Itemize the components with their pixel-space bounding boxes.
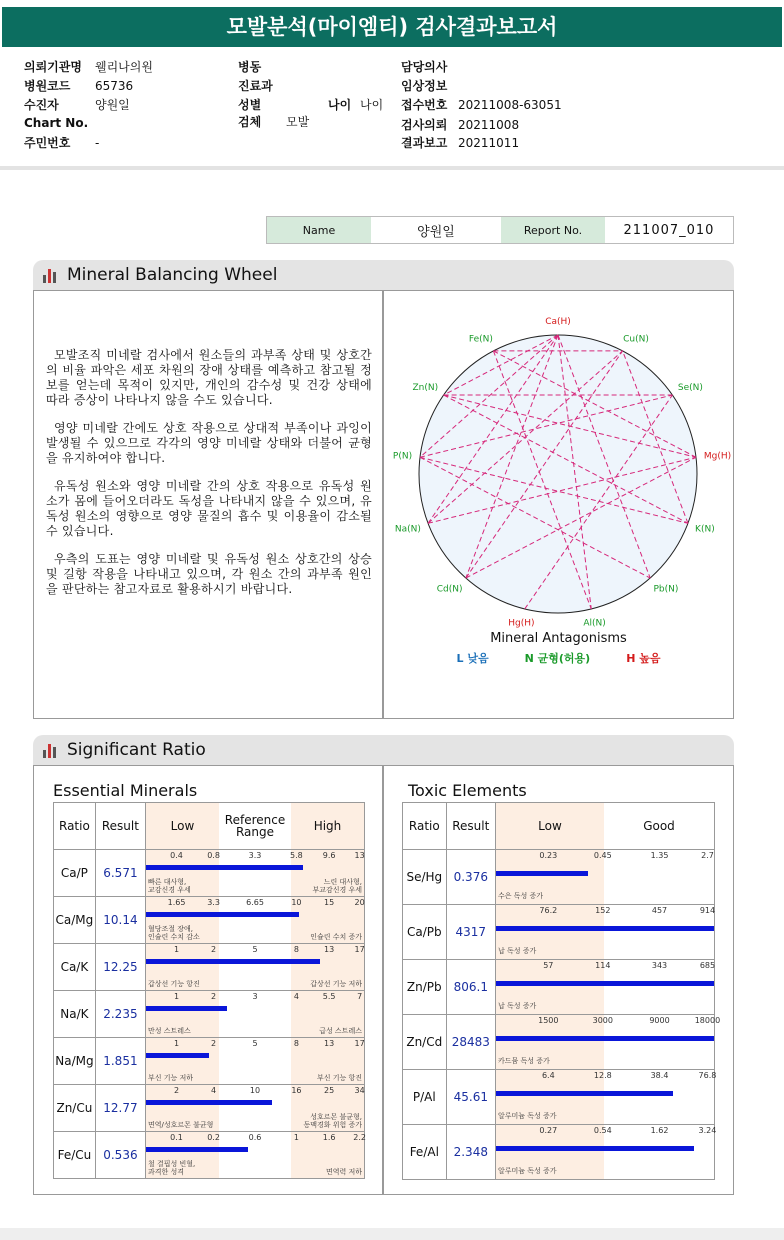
tick-label: 3.3 [248,851,262,860]
info-label: 진료과 [238,79,273,93]
bar-cell [146,1085,365,1132]
tick-label: 1 [173,1039,180,1048]
bar-cell [146,991,365,1038]
description-paragraph: 우측의 도표는 영양 미네랄 및 유독성 원소 상호간의 상승 및 길항 작용을 나타내고 있으며, 각 원소 간의 과부족 원인을 판단하는 참고자료로 활용하시기 바랍니다. [46,552,372,596]
info-label: 병동 [238,60,262,74]
note-right: 성호르몬 불균형, 동맥경화 위험 증가 [303,1113,362,1129]
info-label: 나이 [328,98,352,112]
wheel-node-label: Fe(N) [468,334,493,345]
tick-label: 4 [293,992,299,1001]
wheel-node-label: Al(N) [583,618,606,629]
ratio-bar [146,1006,227,1011]
ratio-cell: Zn/Cu [54,1085,96,1132]
bar-cell [146,1038,365,1085]
table-row [403,905,715,960]
note-right: 급성 스트레스 [319,1027,362,1035]
ratio-cell: Ca/Pb [403,905,447,960]
ratio-cell: Fe/Al [403,1125,447,1180]
wheel-node-label: Mg(H) [703,451,732,462]
wheel-caption: Mineral Antagonisms [490,631,627,646]
note-left: 납 독성 증가 [498,947,537,955]
note-left: 카드뮴 독성 증가 [498,1057,550,1065]
ratio-section-title: Significant Ratio [67,740,206,760]
divider [0,166,784,170]
result-header: Result [446,803,495,850]
legend-item: L 낮음 [456,652,489,665]
ratio-bar [496,981,714,986]
bar-cell [146,850,365,897]
footer-bar [0,1228,784,1240]
bar-chart-icon [43,742,59,758]
note-left: 면역/성호르몬 불균형 [148,1121,214,1129]
report-header [0,0,784,54]
info-label: 성별 [238,98,262,112]
low-header: Low [496,803,604,849]
legend-item: N 균형(허용) [524,652,591,665]
tick-label: 34 [354,1086,365,1095]
tick-label: 10 [291,898,302,907]
ratio-section-header [33,735,734,765]
name-box [266,216,734,244]
tick-label: 20 [354,898,365,907]
tick-label: 13 [324,1039,335,1048]
wheel-node-label: Pb(N) [653,584,679,595]
tick-label: 1.62 [650,1126,669,1135]
table-row [403,1070,715,1125]
info-item [24,77,133,94]
tick-label: 16 [291,1086,302,1095]
table-row [403,960,715,1015]
info-label: 결과보고 [401,136,448,150]
bar-cell [146,1132,365,1179]
mineral-wheel [383,290,734,670]
bar-cell [496,1070,715,1125]
tick-label: 0.27 [539,1126,558,1135]
info-item [238,96,286,113]
tick-label: 4 [211,1086,217,1095]
tick-label: 3000 [592,1016,613,1025]
wheel-node-label: K(N) [695,524,715,535]
tick-label: 6.4 [541,1071,555,1080]
ratio-header: Ratio [403,803,447,850]
tick-label: 76.8 [698,1071,717,1080]
note-right: 인슐린 수치 증가 [310,933,362,941]
tick-label: 3 [252,992,258,1001]
toxic-title: Toxic Elements [408,781,527,800]
result-cell: 4317 [446,905,495,960]
result-cell: 45.61 [446,1070,495,1125]
info-item [24,96,130,113]
tick-label: 2.7 [701,851,714,860]
tick-label: 57 [543,961,554,970]
tick-label: 17 [354,945,365,954]
tick-label: 0.2 [207,1133,220,1142]
table-header-row [403,803,715,850]
info-item [238,113,309,130]
table-row [54,897,365,944]
info-item [401,134,519,151]
info-label: 주민번호 [24,136,71,150]
ratio-cell: Se/Hg [403,850,447,905]
bar-cell [496,960,715,1015]
ratio-bar [146,1147,248,1152]
wheel-section-title: Mineral Balancing Wheel [67,265,278,285]
info-item [401,58,458,75]
info-label: Chart No. [24,116,89,130]
legend-item: H 높음 [626,652,661,665]
note-left: 갑상선 기능 항진 [148,980,200,988]
report-title: 모발분석(마이엠티) 검사결과보고서 [2,7,782,47]
wheel-node-label: Se(N) [677,383,703,394]
tick-label: 3.3 [207,898,220,907]
tick-label: 6.65 [246,898,264,907]
tick-label: 13 [324,945,335,954]
result-cell: 28483 [446,1015,495,1070]
ratio-bar [146,1053,209,1058]
good-header: Good [643,819,675,833]
ratio-header: Ratio [54,803,96,850]
table-row [403,1125,715,1180]
note-left: 알루미늄 독성 증가 [498,1112,557,1120]
bar-cell [496,850,715,905]
ratio-bar [146,912,299,917]
description-paragraph: 모발조직 미네랄 검사에서 원소들의 과부족 상태 및 상호간의 비율 파악은 세포 차원의 장애 상태를 예측하고 참고될 정보를 얻는데 목적이 있지만, 개인의 감수성 및 건강 상태에 따라 증상이 나타나지 않을 수도 있습니다. [46,348,372,407]
tick-label: 13 [354,851,365,860]
info-item [24,58,153,75]
tick-label: 0.54 [593,1126,612,1135]
tick-label: 2 [211,992,217,1001]
info-value: - [95,136,100,150]
note-left: 납 독성 증가 [498,1002,537,1010]
result-cell: 2.348 [446,1125,495,1180]
wheel-circle [419,335,697,613]
name-label: Name [267,217,371,243]
ratio-cell: Fe/Cu [54,1132,96,1179]
bar-cell [146,944,365,991]
tick-label: 1.6 [322,1133,336,1142]
reference-header: Reference Range [224,813,286,839]
info-value: 양원일 [95,98,130,112]
tick-label: 2 [211,945,217,954]
result-cell: 2.235 [95,991,145,1038]
essential-title: Essential Minerals [53,781,198,800]
note-right: 부신 기능 항진 [316,1074,362,1082]
note-left: 부신 기능 저하 [148,1074,194,1082]
info-label: 수진자 [24,98,59,112]
wheel-description [46,348,372,610]
wheel-node-label: Ca(H) [545,317,571,327]
tick-label: 5 [252,945,258,954]
info-item [24,134,99,151]
info-label: 임상정보 [401,79,448,93]
tick-label: 0.4 [170,851,183,860]
info-value: 65736 [95,79,134,93]
bar-cell [496,1125,715,1180]
tick-label: 12.8 [593,1071,612,1080]
ratio-bar [146,959,320,964]
tick-label: 343 [651,961,668,970]
tick-label: 685 [699,961,716,970]
tick-label: 114 [595,961,611,970]
ratio-cell: Na/Mg [54,1038,96,1085]
note-right: 면역력 저하 [325,1168,362,1176]
result-cell: 12.77 [95,1085,145,1132]
table-row [403,1015,715,1070]
info-item [401,77,458,94]
note-left: 혈당조절 장애, 인슐린 수치 감소 [148,925,200,941]
tick-label: 3.24 [698,1126,717,1135]
info-value: 웰리나의원 [95,60,153,74]
wheel-node-label: Cu(N) [623,334,649,345]
info-item [238,77,286,94]
info-item [401,96,562,113]
ratio-cell: Na/K [54,991,96,1038]
wheel-node-label: Zn(N) [412,383,439,394]
table-row [54,1132,365,1179]
table-row [54,991,365,1038]
info-value: 20211011 [458,136,520,150]
tick-label: 10 [249,1086,261,1095]
info-item [24,116,95,130]
high-header: High [291,803,364,849]
ratio-bar [496,1091,673,1096]
info-item [238,58,286,75]
tick-label: 1.35 [650,851,669,860]
result-cell: 0.376 [446,850,495,905]
ratio-bar [496,871,588,876]
tick-label: 7 [357,992,363,1001]
tick-label: 17 [354,1039,365,1048]
info-label: 검사의뢰 [401,118,448,132]
result-cell: 806.1 [446,960,495,1015]
tick-label: 8 [293,945,299,954]
result-header: Result [95,803,145,850]
table-header-row [54,803,365,850]
tick-label: 2 [173,1086,180,1095]
table-row [54,944,365,991]
tick-label: 38.4 [650,1071,669,1080]
tick-label: 1 [173,992,180,1001]
note-right: 갑상선 기능 저하 [310,980,362,988]
toxic-ratio-table [402,802,721,1180]
bar-cell [496,905,715,960]
ratio-cell: Ca/Mg [54,897,96,944]
tick-label: 0.6 [248,1133,262,1142]
tick-label: 1500 [538,1016,559,1025]
tick-label: 0.23 [539,851,558,860]
tick-label: 2.2 [353,1133,366,1142]
result-cell: 0.536 [95,1132,145,1179]
wheel-section-header [33,260,734,290]
tick-label: 76.2 [539,906,558,915]
essential-ratio-table [53,802,365,1179]
description-paragraph: 영양 미네랄 간에도 상호 작용으로 상대적 부족이나 과잉이 발생될 수 있으므로 각각의 영양 미네랄 상태와 더불어 균형을 유지하여야 합니다. [46,421,372,465]
range-header [496,803,715,850]
result-cell: 12.25 [95,944,145,991]
ratio-cell: Ca/P [54,850,96,897]
note-left: 알루미늄 독성 증가 [498,1167,557,1175]
result-cell: 1.851 [95,1038,145,1085]
tick-label: 9000 [649,1016,670,1025]
info-label: 병원코드 [24,79,71,93]
bar-cell [146,897,365,944]
table-row [54,1038,365,1085]
table-row [403,850,715,905]
note-left: 수은 독성 증가 [498,892,544,900]
low-header: Low [146,803,219,849]
info-value: 나이 [360,98,384,112]
note-left: 만성 스트레스 [148,1027,191,1035]
result-cell: 6.571 [95,850,145,897]
ratio-bar [496,926,714,931]
ratio-cell: Zn/Pb [403,960,447,1015]
tick-label: 0.1 [170,1133,183,1142]
note-left: 철 결핍성 빈혈, 과격한 성격 [148,1160,196,1176]
table-row [54,1085,365,1132]
ratio-cell: Ca/K [54,944,96,991]
info-label: 의뢰기관명 [24,60,82,74]
tick-label: 152 [595,906,611,915]
report-no-label: Report No. [501,217,605,243]
info-label: 담당의사 [401,60,448,74]
result-cell: 10.14 [95,897,145,944]
tick-label: 457 [651,906,668,915]
range-header [146,803,365,850]
ratio-cell: Zn/Cd [403,1015,447,1070]
wheel-node-label: Hg(H) [508,618,535,629]
tick-label: 914 [699,906,716,915]
tick-label: 1 [173,945,180,954]
wheel-node-label: Na(N) [394,524,421,535]
ratio-bar [496,1036,714,1041]
tick-label: 8 [293,1039,299,1048]
tick-label: 15 [324,898,335,907]
tick-label: 5.8 [290,851,303,860]
info-item-age [328,96,383,113]
info-label: 검체 [238,115,262,129]
report-no-value: 211007_010 [623,222,715,238]
note-left: 빠른 대사형, 교감신경 우세 [148,878,191,894]
ratio-bar [146,1100,272,1105]
bar-cell [496,1015,721,1070]
tick-label: 2 [211,1039,217,1048]
ratio-bar [146,865,303,870]
tick-label: 0.8 [207,851,220,860]
info-value: 20211008-63051 [458,98,562,112]
table-row [54,850,365,897]
wheel-node-label: Cd(N) [436,584,463,595]
note-right: 느린 대사형, 부교감신경 우세 [312,878,362,894]
tick-label: 0.45 [593,851,612,860]
tick-label: 18000 [694,1016,721,1025]
wheel-legend [383,650,734,666]
tick-label: 5.5 [322,992,336,1001]
tick-label: 9.6 [322,851,336,860]
description-paragraph: 유독성 원소와 영양 미네랄 간의 상호 작용으로 유독성 원소가 몸에 들어오더라도 독성을 나타내지 않을 수 있으며, 유독성 원소의 영향으로 영양 물질의 흡수 및 이용율이 감소될 수 있습니다. [46,479,372,538]
bar-chart-icon [43,267,59,283]
ratio-cell: P/Al [403,1070,447,1125]
name-value: 양원일 [417,224,455,240]
tick-label: 25 [324,1086,335,1095]
ratio-bar [496,1146,694,1151]
tick-label: 1.65 [167,898,186,907]
tick-label: 5 [252,1039,258,1048]
info-item [401,116,519,133]
wheel-node-label: P(N) [392,451,413,462]
info-label: 접수번호 [401,98,448,112]
info-value: 모발 [286,115,310,129]
tick-label: 1 [293,1133,299,1142]
info-value: 20211008 [458,118,520,132]
